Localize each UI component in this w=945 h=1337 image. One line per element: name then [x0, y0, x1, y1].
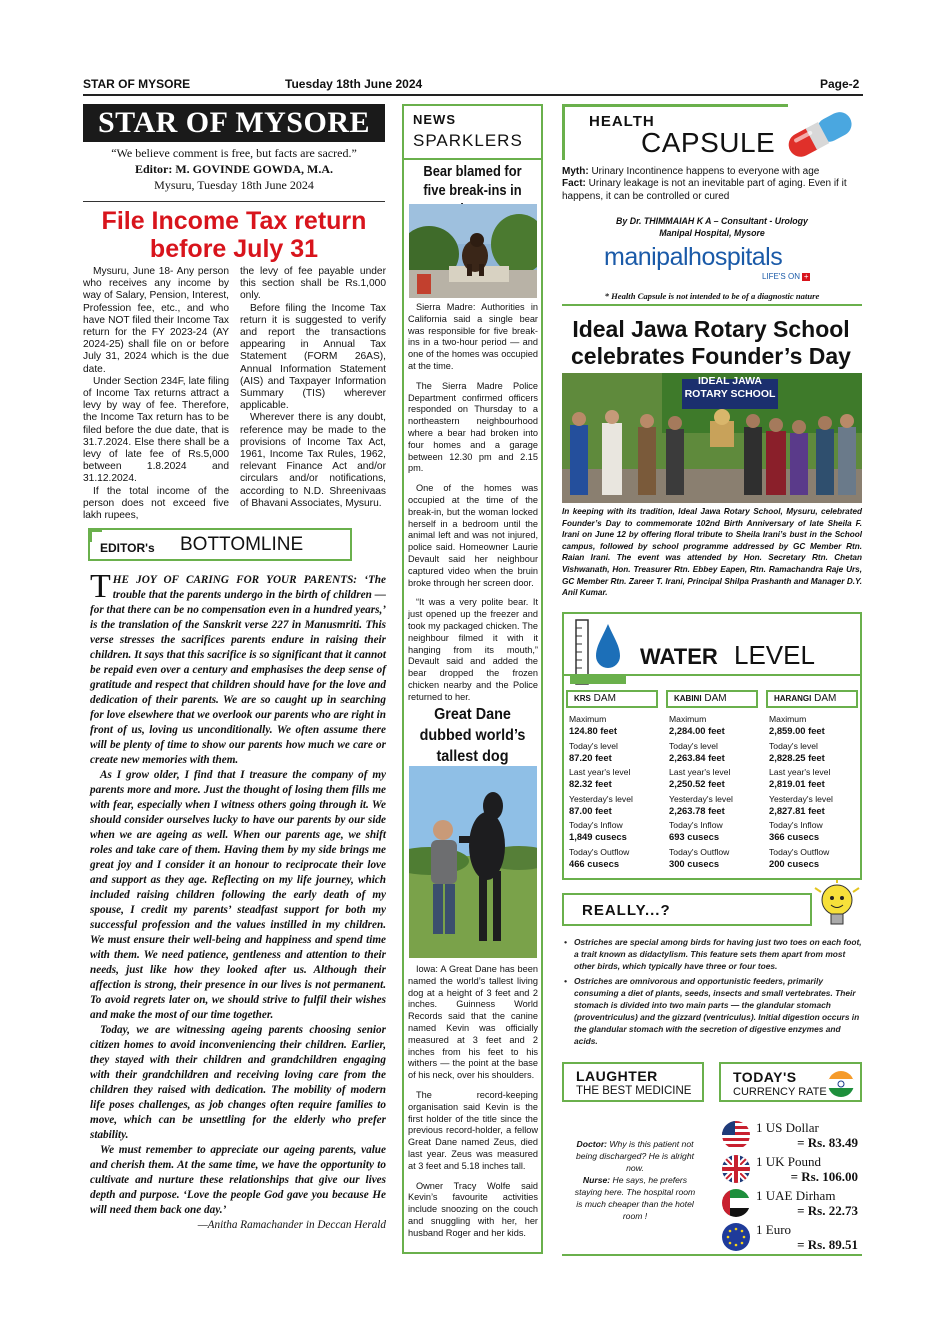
dam-field-value: 366 cusecs [769, 831, 820, 842]
manipal-logo: manipalhospitals [604, 243, 783, 271]
dam-field-value: 200 cusecs [769, 857, 820, 869]
fact-label: Fact: [562, 178, 586, 190]
water-title-light: LEVEL [734, 640, 815, 670]
currency-name: 1 Euro [756, 1222, 792, 1237]
water-title-bold: WATER [640, 644, 718, 669]
dam-field-label: Yesterday's level [769, 793, 833, 804]
lead-paragraph: the levy of fee payable under this section shall be Rs.1,000 only. [240, 266, 386, 302]
school-headline [558, 316, 864, 370]
editorial-tag-big: BOTTOMLINE [180, 534, 304, 555]
editorial-text: HE JOY OF CARING FOR YOUR PARENTS: ‘The trouble that the parents undergo in the birth of children — for that there can be no compensation even in a hundred years,’ is the translation of the Sanskrit verse 227 in Manusmriti. This verse stresses the sacrifices parents endure in raising their children. It says that this sacrifice is so significant that it cannot be repaid even over a century and emphasises the deep sense of gratitude and respect that children should have for the love and dedication of their parents. We are so caught up in searching for love elsewhere that we overlook our parents who are right in front of us, loving us unconditionally. We often assume there will be plenty of time to show our parents how much we care or create new memories with them. [90, 574, 386, 766]
dam-field-value: 82.32 feet [569, 778, 612, 789]
currency-tag [719, 1062, 862, 1102]
bottom-rule [562, 1254, 862, 1256]
health-rule [562, 304, 862, 306]
dog-paragraph: Owner Tracy Wolfe said Kevin’s favourite activities include snoozing on the couch and snuggling with her, her husband Roger and her kids. [408, 1180, 538, 1238]
editorial-paragraph: We must remember to appreciate our ageing parents, value and cherish them. At the same time, we have the opportunity to cultivate and nurture these relationships that give our lives depth and purpose. ‘Love the people God gave you because He will need them back one day.’ [90, 1144, 386, 1216]
dam-field-label: Today's Inflow [769, 820, 823, 830]
bear-paragraph: One of the homes was occupied at the time of the break-in, but the woman locked herself in a bedroom until the animal left and was not injured, police said. Homeowner Laurie Devault said her neighbour captured video when the bruin broke through her screen door. [408, 483, 538, 588]
dam-field-label: Today's Outflow [769, 846, 830, 857]
running-header-paper: STAR OF MYSORE [83, 77, 191, 91]
school-headline-line1: Ideal Jawa Rotary School [572, 316, 850, 342]
running-header-date: Tuesday 18th June 2024 [285, 77, 423, 91]
dam-suffix: DAM [814, 693, 837, 704]
really-tag-title: REALLY...? [582, 902, 671, 919]
dam-field-label: Last year's level [569, 767, 631, 777]
laughter-tag-title: LAUGHTER [576, 1068, 658, 1084]
editorial-tag-small: EDITOR's [100, 541, 155, 555]
dam-suffix: DAM [704, 693, 727, 704]
lead-headline-line1: File Income Tax return [101, 207, 367, 235]
masthead-editor: Editor: M. GOVINDE GOWDA, M.A. [135, 162, 333, 176]
bear-paragraph: “It was a very polite bear. It just opened up the freezer and took my packaged chicken. The neighbour filmed it with it hanging from its mouth,” Devault said and added the bear dropped the frozen chicken nearby and the Police returned to her. [408, 597, 538, 702]
editorial-tag [88, 528, 352, 561]
header-rule [83, 94, 863, 96]
health-tag [562, 104, 788, 160]
lead-paragraph: If the total income of the person does not exceed five lakh rupees, [83, 485, 229, 522]
really-item [564, 936, 862, 972]
currency-tag-sub: CURRENCY RATE [733, 1086, 827, 1098]
school-banner-line2: ROTARY SCHOOL [684, 388, 776, 400]
dam-field-value: 1,849 cusecs [569, 831, 627, 842]
dam-field-label: Today's level [569, 740, 618, 751]
uk-flag-icon [721, 1154, 751, 1184]
dam-field-label: Today's level [669, 740, 718, 751]
lead-column-2 [240, 266, 386, 510]
currency-name: 1 UAE Dirham [756, 1188, 836, 1203]
news-tag: NEWS [413, 112, 456, 127]
currency-value: = Rs. 106.00 [790, 1169, 858, 1184]
dam-field-value: 87.00 feet [569, 804, 612, 816]
dog-paragraph: The record-keeping organisation said Kevin is the first holder of the title since the previous record-holder, a fellow Great Dane named Zeus, died last year. Zeus was measured at 3 feet and 5.18 inches tall. [408, 1089, 538, 1171]
school-banner-text [682, 375, 778, 401]
editorial-tag-accent [88, 528, 102, 542]
dam-field-value: 300 cusecs [669, 857, 720, 869]
masthead-rule [83, 201, 385, 202]
myth-text: Urinary Incontinence happens to everyone with age [588, 166, 820, 177]
news-rule [404, 158, 541, 160]
dam-code: KRS [574, 694, 591, 703]
fact-line [562, 178, 862, 203]
laughter-tag [562, 1062, 704, 1102]
currency-tag-title: TODAY'S [733, 1069, 797, 1085]
lightbulb-icon [812, 880, 862, 932]
bear-story [408, 302, 538, 712]
dog-paragraph: Iowa: A Great Dane has been named the world’s tallest living dog at a height of 3 feet and 2 inches. Guinness World Records said that the canine named Kevin was officially measured at 3 feet and 2 inches from his feet to his withers — the point at the base of his neck, over his shoulders. [408, 964, 538, 1081]
dam-field-label: Maximum [569, 714, 607, 724]
health-disclaimer: * Health Capsule is not intended to be of a diagnostic nature [604, 291, 820, 301]
lead-headline [83, 207, 385, 263]
lead-paragraph: Wherever there is any doubt, reference may be made to the provisions of Income Tax Act, 1961, Income Tax Rules, 1962, relevant Finance Act and/or circulars and/or notifications, according to N.D. Shreenivaas of Bhavani Associates, Mysuru. [240, 412, 386, 509]
lead-headline-line2: before July 31 [149, 235, 319, 263]
dam-field-label: Maximum [769, 714, 807, 724]
bear-paragraph: Sierra Madre: Authorities in California said a single bear was responsible for five break-ins in a two-hour period — and one of the homes was occupied at the time. [408, 302, 538, 371]
editorial-dropcap: T [90, 568, 111, 605]
dam-field-value: 2,263.84 feet [669, 751, 725, 763]
fact-text: Urinary leakage is not an inevitable part of aging. Even if it happens, it can be controlled or cured [562, 178, 847, 202]
lead-column-1 [83, 266, 229, 522]
dog-photo [409, 766, 537, 958]
school-banner-line1: IDEAL JAWA [698, 375, 762, 387]
myth-label: Myth: [562, 166, 589, 177]
dam-field-label: Today's Outflow [569, 846, 630, 857]
bullet-icon: • [564, 937, 567, 947]
really-item-text: Ostriches are special among birds for having just two toes on each foot, a trait known as didactylism. This feature sets them apart from most other birds, which typically have three or four toes. [574, 937, 862, 971]
lead-paragraph: Under Section 234F, late filing of Income Tax returns attract a levy by way of fee. Therefore, the Income Tax return has to be filed before the due date, that is 31.7.2024. Else there shall be a levy of late fee of Rs.5,000 between 1.8.2024 and 31.12.2024. [83, 375, 229, 485]
nurse-label: Nurse: [582, 1175, 611, 1185]
dog-headline: Great Dane dubbed world’s tallest dog [419, 706, 526, 765]
masthead-dateline: Mysuru, Tuesday 18th June 2024 [154, 178, 314, 192]
dam-field-value: 2,263.78 feet [669, 804, 725, 816]
currency-value: = Rs. 22.73 [797, 1203, 858, 1218]
health-text [562, 166, 862, 203]
dam-field-label: Today's Outflow [669, 846, 730, 857]
currency-name: 1 US Dollar [756, 1120, 819, 1135]
dam-field-value: 2,828.25 feet [769, 751, 825, 763]
dam-field-label: Yesterday's level [669, 793, 733, 804]
running-header-page: Page-2 [820, 77, 860, 91]
bear-photo [409, 204, 537, 298]
editorial-body [90, 568, 386, 1233]
nurse-line: He says, he prefers staying here. The hospital room is much cheaper than the hotel room ! [574, 1175, 696, 1221]
dog-story [408, 964, 538, 1248]
news-tag-sub: SPARKLERS [413, 131, 523, 150]
masthead-info [83, 145, 385, 193]
currency-name: 1 UK Pound [756, 1154, 822, 1169]
really-list [564, 936, 862, 1047]
dam-suffix: DAM [593, 693, 616, 704]
masthead-title: STAR OF MYSORE [83, 104, 385, 142]
currency-value: = Rs. 83.49 [797, 1135, 858, 1150]
dam-field-label: Yesterday's level [569, 793, 633, 804]
editorial-signature: —Anitha Ramachander in Deccan Herald [197, 1219, 386, 1231]
editorial-paragraph: Today, we are witnessing ageing parents choosing senior citizen homes to avoid inconveniencing their children. Earlier, they stayed with their children and grandchildren engaging with their grandchildren and receiving loving care from the children they raised with dedication. The mobility of modern life poses challenges, as job changes often require families to move, which can be unsettling for the elderly who prefer stability. [90, 1024, 386, 1141]
myth-line [562, 166, 862, 178]
dam-field-value: 2,284.00 feet [669, 725, 725, 736]
bullet-icon: • [564, 976, 567, 986]
really-item [564, 975, 862, 1047]
uae-flag-icon [721, 1188, 751, 1218]
dam-field-label: Last year's level [769, 767, 831, 777]
really-item-text: Ostriches are omnivorous and opportunistic feeders, primarily consuming a diet of plants, seeds, insects and small vertebrates. Their stomach is divided into two main parts — the glandular stomach (proventriculus) and the gizzard (ventriculus). Initial digestion occurs in the glandular stomach with the secretion of digestive enzymes and acids. [574, 976, 860, 1046]
dam-field-label: Last year's level [669, 767, 731, 777]
eu-flag-icon [721, 1222, 751, 1252]
dam-field-value: 2,827.81 feet [769, 804, 825, 816]
laughter-joke [572, 1138, 698, 1222]
news-sparklers-column [402, 104, 543, 1254]
editorial-paragraph: As I grow older, I find that I treasure the company of my parents more and more. Just the thought of losing them fills me with fear, especially when I witness others going through it. We should consider ourselves lucky to have our parents by our side when we are ageing as well. When our parents age, we shift roles and take care of them. Having them by my side brings me great joy and I consider it an honour to reciprocate their love and support as they age. Reflecting on my life journey, which included raising children following the early death of my spouse, I credit my parents’ steadfast support for both my successful profession and the values instilled in my children. We must ensure their well-being and happiness and spend time with them. We need patience, gentleness and attention to their needs, just like how they looked after us. Although their affection is strong, their presence in our lives is not permanent. To avoid regrets later on, we should strive to fulfil their wishes and make the most of our time together. [90, 769, 386, 1021]
currency-value: = Rs. 89.51 [797, 1237, 858, 1252]
us-flag-icon [721, 1120, 751, 1150]
health-byline-doctor: By Dr. THIMMAIAH K A – Consultant - Urology [616, 216, 808, 226]
dam-field-value: 124.80 feet [569, 725, 617, 736]
dam-code: KABINI [674, 694, 702, 703]
manipal-tagline [762, 272, 810, 281]
dam-field-label: Maximum [669, 714, 707, 724]
dam-field-label: Today's Inflow [569, 820, 623, 830]
school-headline-line2: celebrates Founder’s Day [571, 343, 851, 369]
dam-field-label: Today's level [769, 740, 818, 751]
really-tag [562, 893, 812, 926]
doctor-label: Doctor: [576, 1139, 608, 1149]
dam-field-value: 466 cusecs [569, 857, 620, 869]
bear-headline: Bear blamed for five break-ins in [423, 163, 522, 199]
dam-field-value: 693 cusecs [669, 831, 720, 842]
doctor-line: Why is this patient not being discharged? He is alright now. [576, 1139, 694, 1173]
manipal-tagline-text: LIFE'S ON [762, 272, 800, 281]
health-byline-hospital: Manipal Hospital, Mysore [659, 227, 765, 238]
india-flag-icon [827, 1070, 855, 1098]
editorial-paragraph [90, 568, 386, 768]
water-rule [564, 674, 860, 676]
plus-icon: + [803, 272, 809, 281]
dam-code: HARANGI [774, 694, 812, 703]
health-tag-sub: CAPSULE [641, 127, 776, 158]
masthead-motto: “We believe comment is free, but facts are sacred.” [111, 146, 357, 160]
dam-header-krs [566, 690, 658, 708]
dam-field-value: 2,250.52 feet [669, 778, 725, 789]
health-byline [562, 216, 862, 239]
dam-field-value: 2,859.00 feet [769, 725, 825, 736]
school-caption: In keeping with its tradition, Ideal Jawa Rotary School, Mysuru, celebrated Founder’s Day to commemorate 102nd Birth Anniversary of late Sheila F. Irani on June 12 by offering floral tribute to Sheila Irani’s bust in the School campus, followed by school programme addressed by GC Member Rtn. Raian Irani. The event was attended by Hon. Secretary Rtn. Chetan Vishwanath, Hon. Treasurer Rtn. Ebbey Eapen, Rtn. Ramachandra Raje Urs, GC Member Rtn. Zareer T. Irani, Principal Shilpa Prashanth and Manager D.Y. Anil Kumar. [562, 507, 862, 598]
dam-field-value: 87.20 feet [569, 751, 612, 763]
dam-header-kabini [666, 690, 758, 708]
dam-header-harangi [766, 690, 858, 708]
lead-paragraph: Before filing the Income Tax return it is suggested to verify and report the transactions appearing in Annual Tax Statement (FORM 26AS), Annual Information Statement (AIS) and Taxpayer Information Summary (TIS) wherever applicable. [240, 302, 386, 412]
dam-field-label: Today's Inflow [669, 820, 723, 830]
lead-paragraph: Mysuru, June 18- Any person who receives any income by way of Salary, Pension, Interest, Profession fee, etc., and who have NOT filed their Income Tax return for the FY 2023-24 (AY 2024-25) shall file on or before July 31, 2024 which is the due date. [83, 266, 229, 375]
laughter-tag-sub: THE BEST MEDICINE [576, 1085, 692, 1097]
dam-field-value: 2,819.01 feet [769, 778, 825, 789]
health-tag-title: HEALTH [589, 113, 655, 130]
capsule-pill-icon [780, 108, 862, 160]
bear-paragraph: The Sierra Madre Police Department confirmed officers responded on Thursday to a northeastern neighbourhood where a bear had broken into four homes and a garage between 12.30 pm and 2.15 pm. [408, 380, 538, 474]
